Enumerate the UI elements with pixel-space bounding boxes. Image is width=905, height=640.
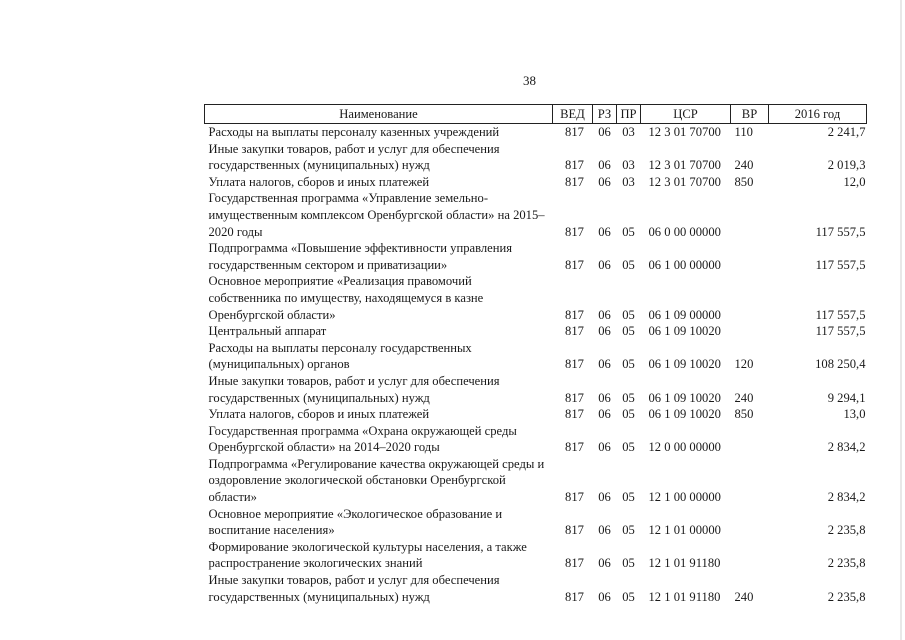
- row-name-line: Основное мероприятие «Экологическое образование и: [208, 506, 503, 521]
- row-ved: 817: [565, 324, 584, 339]
- row-vr: 240: [734, 390, 754, 405]
- row-vr: 110: [734, 125, 753, 139]
- row-name-line: (муниципальных) органов: [208, 357, 350, 372]
- table-header: [205, 105, 867, 124]
- header-ved: ВЕД: [553, 105, 593, 124]
- row-csr: 06 1 00 00000: [648, 257, 721, 272]
- row-name-line: государственных (муниципальных) нужд: [208, 390, 430, 405]
- row-rz: 06: [598, 257, 611, 272]
- row-pr: 03: [622, 174, 635, 189]
- row-name-line: Подпрограмма «Повышение эффективности управления: [208, 241, 513, 256]
- row-vr: 120: [734, 357, 754, 372]
- row-rz: 06: [598, 125, 611, 139]
- row-vr: 850: [734, 407, 754, 422]
- row-name-line: Расходы на выплаты персоналу казенных учреждений: [208, 125, 500, 139]
- row-csr: 12 3 01 70700: [648, 158, 721, 173]
- row-year-value: 2 834,2: [827, 440, 866, 455]
- row-ved: 817: [565, 125, 584, 139]
- row-name-line: Государственная программа «Охрана окружающей среды: [208, 423, 517, 438]
- row-name-line: Расходы на выплаты персоналу государственных: [208, 340, 472, 355]
- row-rz: 06: [598, 589, 611, 604]
- row-year-value: 108 250,4: [815, 357, 866, 372]
- table-row: [205, 539, 867, 572]
- row-name-line: имущественным комплексом Оренбургской области» на 2015–: [208, 207, 545, 222]
- row-rz: 06: [598, 324, 611, 339]
- row-csr: 06 1 09 10020: [648, 407, 721, 422]
- row-pr: 05: [622, 523, 635, 538]
- row-name-line: Формирование экологической культуры населения, а также: [208, 539, 527, 554]
- row-rz: 06: [598, 440, 611, 455]
- row-rz: 06: [598, 307, 611, 322]
- row-csr: 12 1 01 91180: [648, 556, 721, 571]
- row-pr: 05: [622, 440, 635, 455]
- row-year-value: 2 019,3: [827, 158, 866, 173]
- row-rz: 06: [598, 224, 611, 239]
- table-row: [205, 323, 867, 340]
- row-ved: 817: [565, 589, 584, 604]
- row-name: [205, 456, 553, 506]
- row-name: [205, 406, 553, 423]
- row-name-line: распространение экологических знаний: [208, 556, 423, 571]
- row-csr: 06 1 09 10020: [648, 390, 721, 405]
- row-name: [205, 190, 553, 240]
- row-csr: 06 1 09 10020: [648, 324, 721, 339]
- row-csr: 06 0 00 00000: [648, 224, 721, 239]
- row-name-line: государственным сектором и приватизации»: [208, 257, 448, 272]
- row-year-value: 117 557,5: [815, 324, 866, 339]
- scan-edge: [900, 0, 902, 640]
- row-name: [205, 141, 553, 174]
- header-vr: ВР: [731, 105, 769, 124]
- row-year-value: 2 235,8: [827, 556, 866, 571]
- row-csr: 12 1 01 00000: [648, 523, 721, 538]
- row-name-line: Иные закупки товаров, работ и услуг для обеспечения: [208, 373, 500, 388]
- row-ved: 817: [565, 224, 584, 239]
- table-row: [205, 506, 867, 539]
- row-ved: 817: [565, 357, 584, 372]
- row-vr: [731, 273, 769, 323]
- row-year-value: 117 557,5: [815, 257, 866, 272]
- row-ved: 817: [565, 407, 584, 422]
- row-pr: 05: [622, 490, 635, 505]
- header-rz: РЗ: [593, 105, 617, 124]
- row-csr: 12 3 01 70700: [648, 174, 721, 189]
- row-ved: 817: [565, 257, 584, 272]
- row-name-line: области»: [208, 490, 257, 505]
- row-vr: [731, 323, 769, 340]
- row-name: [205, 323, 553, 340]
- row-rz: 06: [598, 174, 611, 189]
- row-vr: [731, 506, 769, 539]
- row-rz: 06: [598, 523, 611, 538]
- row-ved: 817: [565, 158, 584, 173]
- row-name-line: 2020 годы: [208, 224, 263, 239]
- row-year-value: 12,0: [843, 174, 866, 189]
- row-name: [205, 340, 553, 373]
- header-csr: ЦСР: [641, 105, 731, 124]
- table-row: [205, 406, 867, 423]
- row-year-value: 117 557,5: [815, 307, 866, 322]
- row-name: [205, 539, 553, 572]
- row-name-line: Основное мероприятие «Реализация правомочий: [208, 274, 472, 289]
- row-vr: [731, 456, 769, 506]
- row-ved: 817: [565, 390, 584, 405]
- row-name-line: Оренбургской области»: [208, 307, 336, 322]
- row-pr: 03: [622, 158, 635, 173]
- header-pr: ПР: [617, 105, 641, 124]
- row-name: [205, 124, 553, 141]
- row-pr: 05: [622, 556, 635, 571]
- row-csr: 06 1 09 00000: [648, 307, 721, 322]
- row-name: [205, 373, 553, 406]
- table-row: [205, 273, 867, 323]
- row-year-value: 117 557,5: [815, 224, 866, 239]
- row-pr: 05: [622, 224, 635, 239]
- table-row: [205, 124, 867, 141]
- row-pr: 05: [622, 390, 635, 405]
- row-year-value: 2 241,7: [827, 125, 866, 139]
- row-vr: [731, 423, 769, 456]
- row-year-value: 13,0: [843, 407, 866, 422]
- header-year: 2016 год: [769, 105, 867, 124]
- row-csr: 12 1 01 91180: [648, 589, 721, 604]
- row-rz: 06: [598, 556, 611, 571]
- page-number: 38: [523, 73, 536, 88]
- table-row: [205, 456, 867, 506]
- row-name-line: Государственная программа «Управление земельно-: [208, 191, 489, 206]
- row-pr: 05: [622, 357, 635, 372]
- row-year-value: 2 235,8: [827, 523, 866, 538]
- row-ved: 817: [565, 490, 584, 505]
- row-pr: 05: [622, 257, 635, 272]
- row-name-line: Подпрограмма «Регулирование качества окружающей среды и: [208, 456, 545, 471]
- row-name-line: Центральный аппарат: [208, 324, 327, 339]
- row-name: [205, 240, 553, 273]
- row-rz: 06: [598, 407, 611, 422]
- table-row: [205, 174, 867, 191]
- row-name: [205, 273, 553, 323]
- row-vr: 240: [734, 158, 754, 173]
- budget-table: [204, 104, 867, 605]
- row-ved: 817: [565, 174, 584, 189]
- row-name-line: государственных (муниципальных) нужд: [208, 589, 430, 604]
- row-name-line: собственника по имуществу, находящемуся в казне: [208, 290, 484, 305]
- row-name: [205, 423, 553, 456]
- table-row: [205, 373, 867, 406]
- row-rz: 06: [598, 357, 611, 372]
- row-name-line: Иные закупки товаров, работ и услуг для обеспечения: [208, 573, 500, 588]
- row-pr: 05: [622, 589, 635, 604]
- row-year-value: 2 834,2: [827, 490, 866, 505]
- table-body: [205, 124, 867, 606]
- row-csr: 12 1 00 00000: [648, 490, 721, 505]
- row-rz: 06: [598, 158, 611, 173]
- row-csr: 12 3 01 70700: [648, 125, 721, 139]
- row-pr: 05: [622, 307, 635, 322]
- row-pr: 03: [622, 125, 635, 139]
- row-name: [205, 506, 553, 539]
- row-vr: 240: [734, 589, 754, 604]
- row-name: [205, 572, 553, 605]
- row-name-line: государственных (муниципальных) нужд: [208, 158, 430, 173]
- row-rz: 06: [598, 490, 611, 505]
- row-pr: 05: [622, 324, 635, 339]
- header-name: Наименование: [205, 105, 553, 124]
- row-name-line: Иные закупки товаров, работ и услуг для обеспечения: [208, 141, 500, 156]
- row-csr: 12 0 00 00000: [648, 440, 721, 455]
- row-ved: 817: [565, 440, 584, 455]
- table-row: [205, 240, 867, 273]
- row-name-line: Уплата налогов, сборов и иных платежей: [208, 407, 430, 422]
- row-year-value: 2 235,8: [827, 589, 866, 604]
- row-year-value: 9 294,1: [827, 390, 866, 405]
- row-vr: [731, 190, 769, 240]
- row-name-line: воспитание населения»: [208, 523, 335, 538]
- row-vr: 850: [734, 174, 754, 189]
- table-row: [205, 190, 867, 240]
- row-vr: [731, 240, 769, 273]
- row-ved: 817: [565, 523, 584, 538]
- row-ved: 817: [565, 556, 584, 571]
- row-pr: 05: [622, 407, 635, 422]
- table-row: [205, 141, 867, 174]
- row-vr: [731, 539, 769, 572]
- row-name: [205, 174, 553, 191]
- row-csr: 06 1 09 10020: [648, 357, 721, 372]
- row-name-line: Уплата налогов, сборов и иных платежей: [208, 174, 430, 189]
- table-row: [205, 423, 867, 456]
- row-rz: 06: [598, 390, 611, 405]
- row-ved: 817: [565, 307, 584, 322]
- row-name-line: оздоровление экологической обстановки Оренбургской: [208, 473, 506, 488]
- table-row: [205, 572, 867, 605]
- table-row: [205, 340, 867, 373]
- row-name-line: Оренбургской области» на 2014–2020 годы: [208, 440, 440, 455]
